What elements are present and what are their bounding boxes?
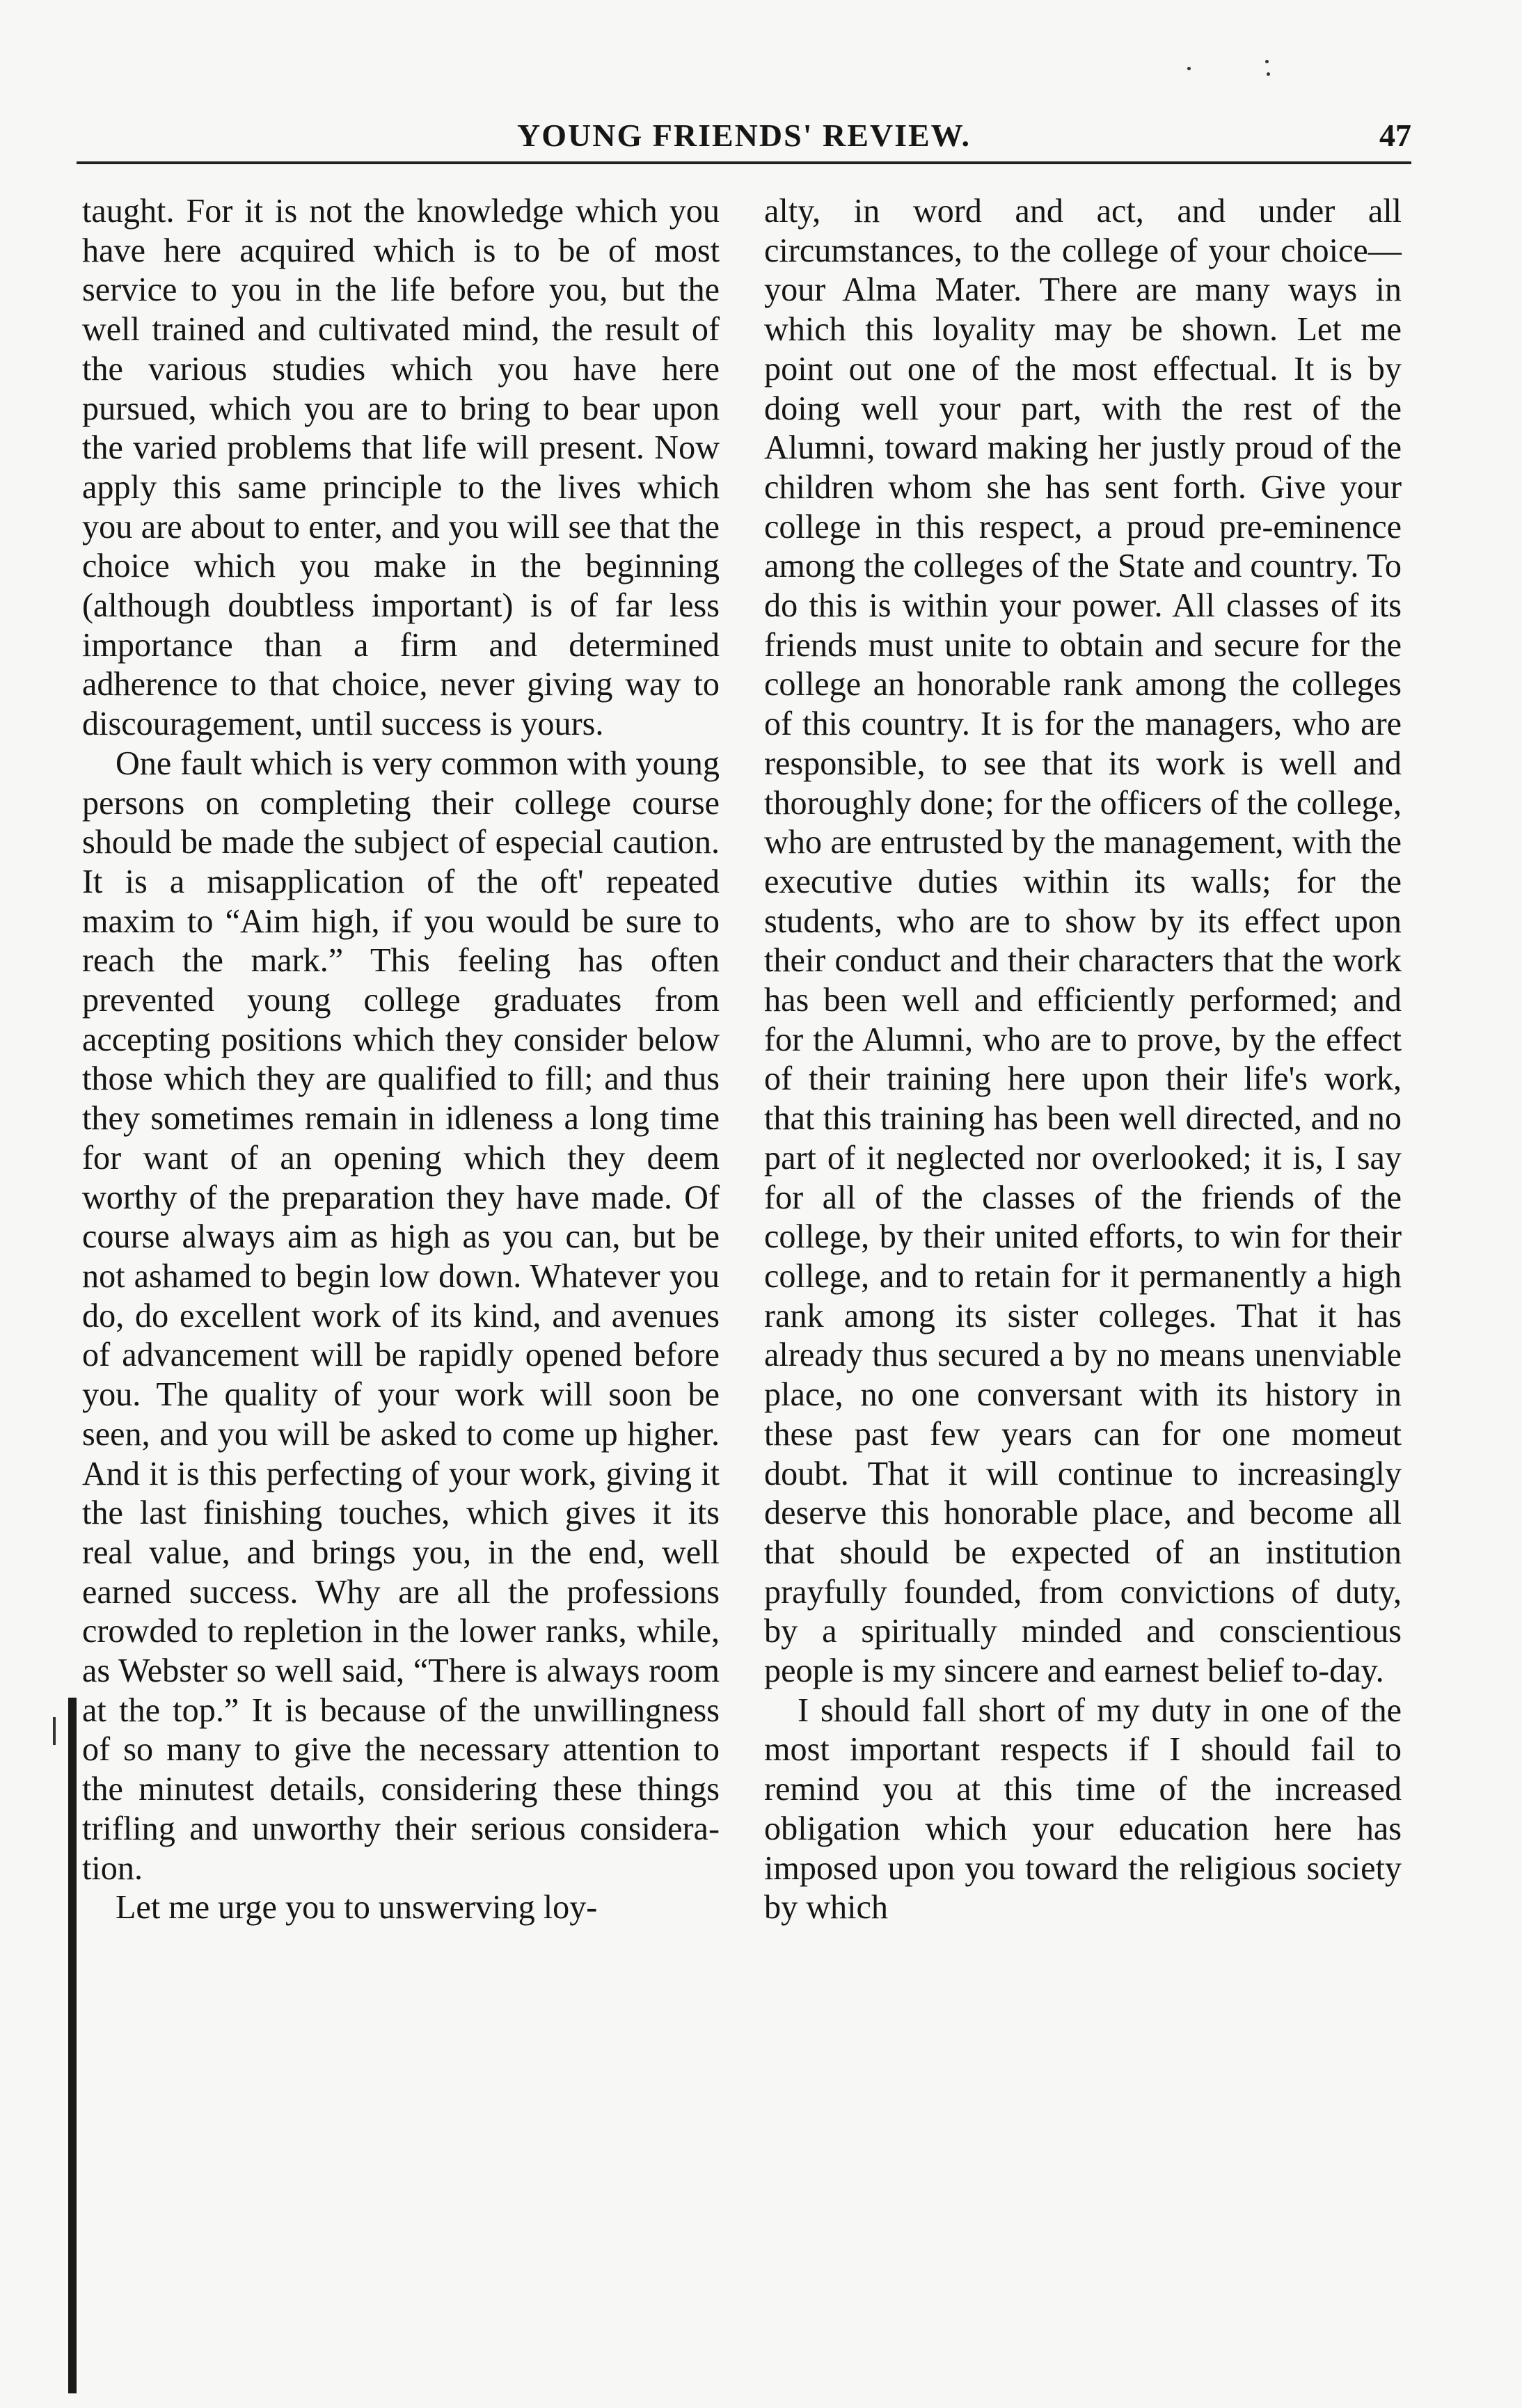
- ink-speck: [1265, 60, 1269, 63]
- paragraph: taught. For it is not the knowledge which you have here acquired which is to be of most service to you in the life before you, but the well trained and cultivated mind, the result of the various studies which you have here pursued, which you are to bring to bear upon the varied problems that life will present. Now apply this same principle to the lives which you are about to enter, and you will see that the choice which you make in the beginning (although doubtless important) is of far less importance than a firm and determined adherence to that choice, never giving way to discouragement, until success is yours.: [82, 193, 720, 743]
- running-header: [77, 117, 1411, 166]
- journal-title: YOUNG FRIENDS' REVIEW.: [517, 118, 971, 153]
- paragraph: Let me urge you to unswerving loy-: [116, 1889, 598, 1927]
- ink-speck: [1187, 67, 1191, 70]
- page-number: 47: [1379, 118, 1411, 153]
- right-column: [764, 192, 1402, 1928]
- paragraph: I should fall short of my duty in one of the most important respects if I should fail to remind you at this time of the increased obligation which your education here has imposed upon you toward the religious society by which: [764, 1691, 1402, 1927]
- margin-mark: [53, 1717, 56, 1745]
- binding-edge-shadow: [68, 1698, 77, 2393]
- paragraph: One fault which is very common with young persons on completing their college course should be made the subject of especial caution. It is a misapplication of the oft' repeated maxim to “Aim high, if you would be sure to reach the mark.” This feeling has often prevented young college graduates from accepting positions which they consider below those which they are qualified to fill; and thus they sometimes remain in idleness a long time for want of an opening which they deem worthy of the preparation they have made. Of course always aim as high as you can, but be not ashamed to begin low down. Whatever you do, do excellent work of its kind, and avenues of advancement will be rapidly opened before you. The quality of your work will soon be seen, and you will be asked to come up higher. And it is this perfecting of your work, giving it the last finishing touches, which gives it its real value, and brings you, in the end, well earned success. Why are all the professions crowded to repletion in the lower ranks, while, as Webster so well said, “There is always room at the top.” It is because of the unwillingness of so many to give the necessary attention to the minutest details, considering these things trifling and unworthy their serious consideration.: [82, 744, 720, 1887]
- header-rule: [77, 161, 1411, 164]
- ink-speck: [1267, 72, 1270, 76]
- paragraph: alty, in word and act, and under all circumstances, to the college of your choice—your Alma Mater. There are many ways in which this loyality may be shown. Let me point out one of the most effectual. It is by doing well your part, with the rest of the Alumni, toward making her justly proud of the children whom she has sent forth. Give your college in this respect, a proud pre-eminence among the colleges of the State and country. To do this is within your power. All classes of its friends must unite to obtain and secure for the college an honorable rank among the colleges of this country. It is for the managers, who are responsible, to see that its work is well and thoroughly done; for the officers of the college, who are entrusted by the management, with the executive duties within its walls; for the students, who are to show by its effect upon their conduct and their characters that the work has been well and efficiently performed; and for the Alumni, who are to prove, by the effect of their training here upon their life's work, that this training has been well directed, and no part of it neglected nor overlooked; it is, I say for all of the classes of the friends of the college, by their united efforts, to win for their college, and to retain for it permanently a high rank among its sister colleges. That it has already thus secured a by no means unenviable place, no one conversant with its history in these past few years can for one momeut doubt. That it will continue to increasingly deserve this honorable place, and become all that should be expected of an institution prayfully founded, from convictions of duty, by a spiritually minded and conscientious people is my sincere and earnest belief to-day.: [764, 193, 1402, 1690]
- left-column: [82, 192, 720, 1928]
